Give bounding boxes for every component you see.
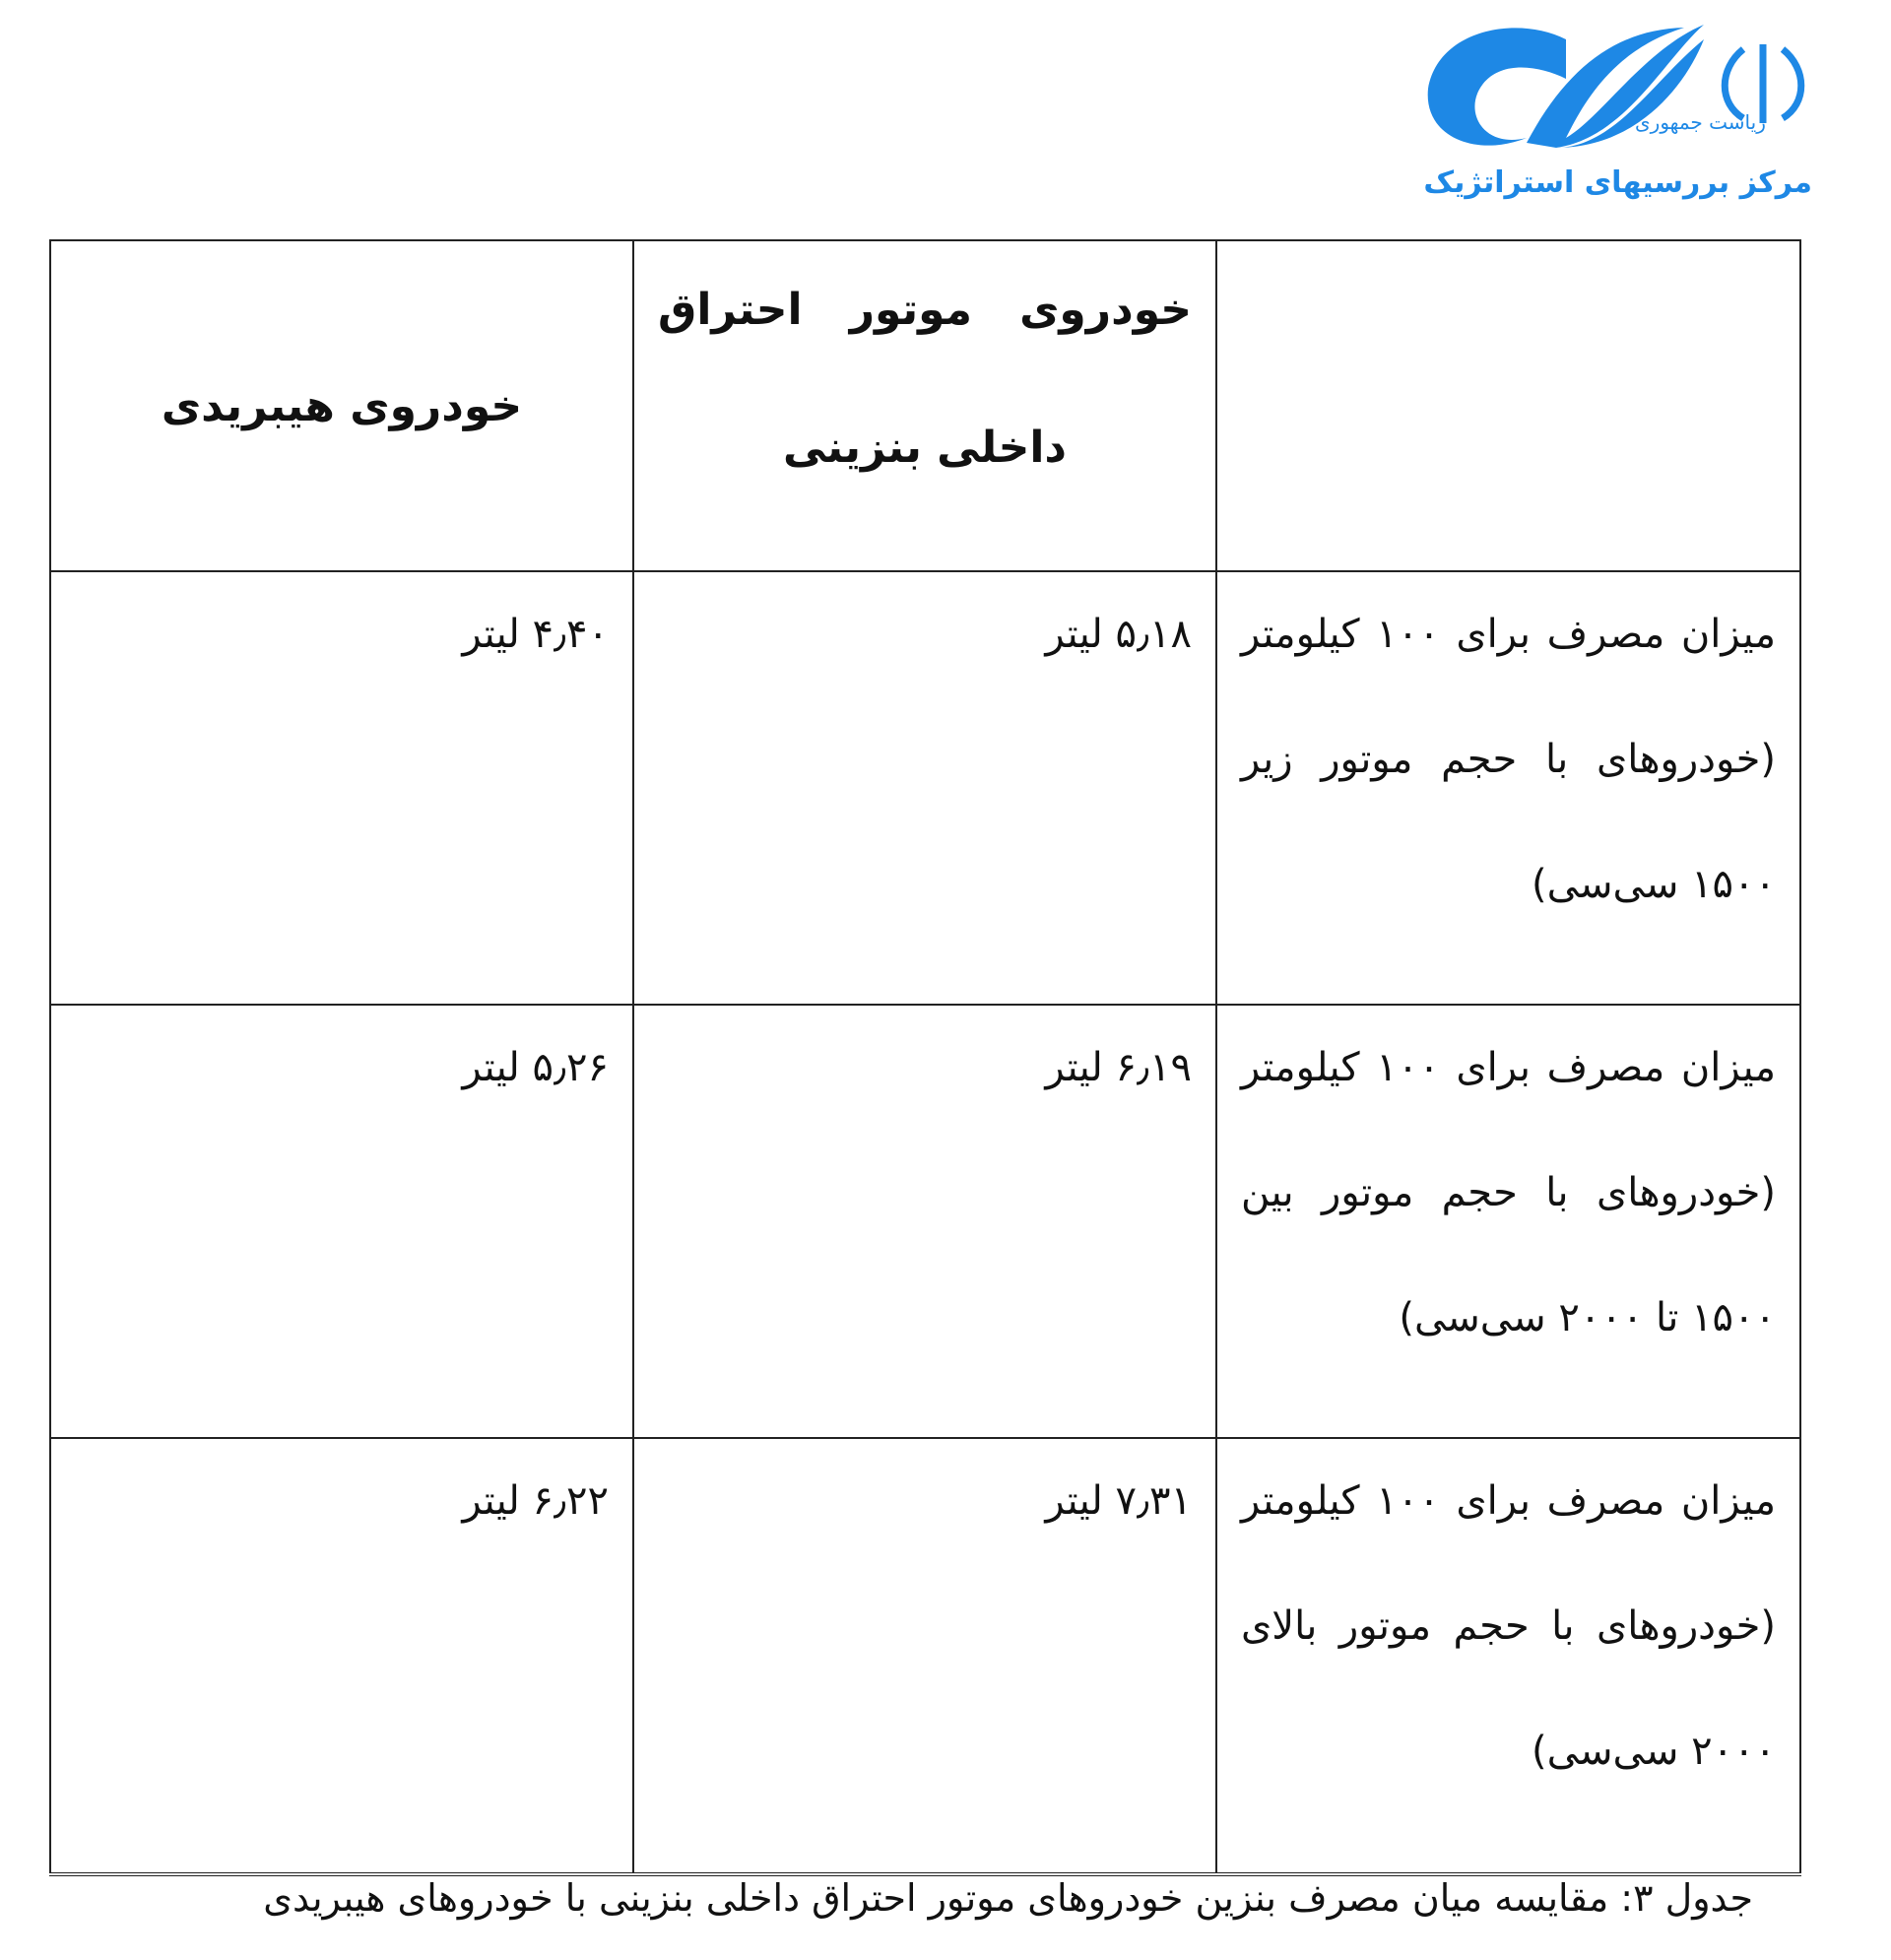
header-gasoline: خودروی موتور احتراق داخلی بنزینی — [633, 240, 1216, 571]
hybrid-value: ۵٫۲۶ لیتر — [50, 1005, 633, 1438]
logo-parent-org: ریاست جمهوری — [1635, 110, 1766, 134]
table-header-row — [50, 240, 1800, 571]
hybrid-value: ۴٫۴۰ لیتر — [50, 571, 633, 1005]
table-row — [50, 1005, 1800, 1438]
row-label: میزان مصرف برای ۱۰۰ کیلومتر (خودروهای با حجم موتور بین ۱۵۰۰ تا ۲۰۰۰ سی‌سی) — [1216, 1005, 1800, 1438]
logo-org-name: مرکز بررسیهای استراتژیک — [1423, 165, 1812, 200]
gasoline-value: ۶٫۱۹ لیتر — [633, 1005, 1216, 1438]
header-empty — [1216, 240, 1800, 571]
row-label: میزان مصرف برای ۱۰۰ کیلومتر (خودروهای با حجم موتور بالای ۲۰۰۰ سی‌سی) — [1216, 1438, 1800, 1874]
table-row — [50, 571, 1800, 1005]
header-hybrid: خودروی هیبریدی — [50, 240, 633, 571]
row-label: میزان مصرف برای ۱۰۰ کیلومتر (خودروهای با حجم موتور زیر ۱۵۰۰ سی‌سی) — [1216, 571, 1800, 1005]
hybrid-value: ۶٫۲۲ لیتر — [50, 1438, 633, 1874]
table-row — [50, 1438, 1800, 1874]
comparison-table — [49, 239, 1801, 1876]
gasoline-value: ۵٫۱۸ لیتر — [633, 571, 1216, 1005]
table-caption: جدول ۳: مقایسه میان مصرف بنزین خودروهای موتور احتراق داخلی بنزینی با خودروهای هیبریدی — [263, 1876, 1753, 1920]
gasoline-value: ۷٫۳۱ لیتر — [633, 1438, 1216, 1874]
